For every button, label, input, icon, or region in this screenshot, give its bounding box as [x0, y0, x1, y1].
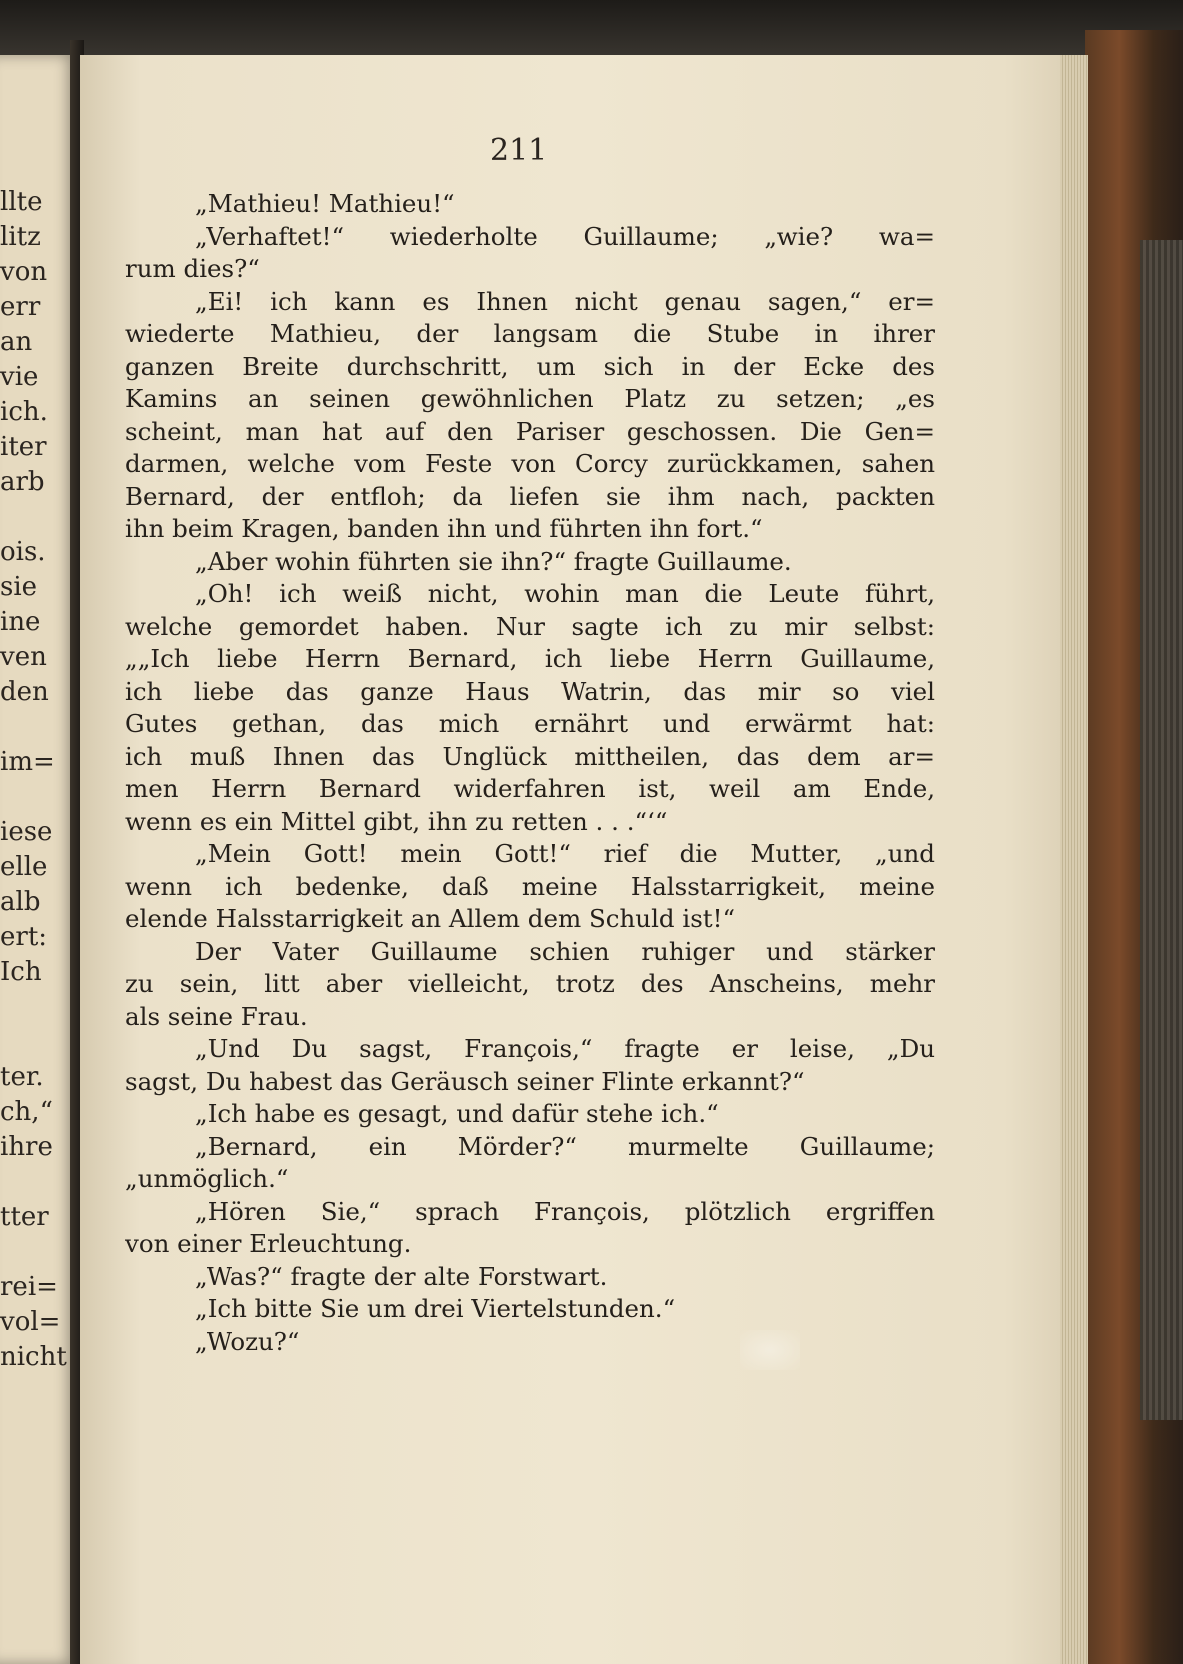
text-line: Kamins an seinen gewöhnlichen Platz zu setzen; „es: [125, 384, 935, 413]
left-page-line: ven: [0, 642, 47, 672]
text-line: wiederte Mathieu, der langsam die Stube in ihrer: [125, 319, 935, 348]
text-line: Bernard, der entfloh; da liefen sie ihm nach, packten: [125, 481, 935, 511]
page-number: 211: [490, 133, 548, 168]
text-line: „Oh! ich weiß nicht, wohin man die Leute führt,: [195, 579, 935, 608]
text-line: „Mathieu! Mathieu!“: [195, 189, 455, 218]
text-line: ganzen Breite durchschritt, um sich in der Ecke des: [125, 351, 935, 381]
left-page-line: vol=: [0, 1307, 61, 1337]
left-page-line: ihre: [0, 1132, 53, 1162]
text-line: wenn ich bedenke, daß meine Halsstarrigkeit, meine: [125, 871, 935, 901]
text-line: „Hören Sie,“ sprach François, plötzlich ergriffen: [195, 1196, 935, 1226]
left-page-line: litz: [0, 222, 41, 252]
text-line: ich liebe das ganze Haus Watrin, das mir so viel: [125, 676, 935, 706]
left-page-line: [0, 710, 70, 745]
text-line: wenn es ein Mittel gibt, ihn zu retten . . .“‘“: [125, 806, 668, 836]
text-line: elende Halsstarrigkeit an Allem dem Schuld ist!“: [125, 904, 735, 933]
left-page-line: Ich: [0, 957, 42, 987]
left-page-line: ois.: [0, 537, 46, 567]
text-line: „Verhaftet!“ wiederholte Guillaume; „wie? wa=: [195, 221, 935, 251]
left-page-line: ine: [0, 607, 41, 637]
left-page-line: [0, 1165, 70, 1200]
left-page-line: arb: [0, 467, 45, 497]
text-line: „Mein Gott! mein Gott!“ rief die Mutter, „und: [195, 839, 935, 868]
left-page-line: nicht: [0, 1342, 67, 1372]
left-page-line: iese: [0, 817, 53, 847]
left-page-line: alb: [0, 887, 41, 917]
text-line: ich muß Ihnen das Unglück mittheilen, das dem ar=: [125, 741, 935, 771]
text-line: rum dies?“: [125, 254, 260, 283]
left-page-line: ch,“: [0, 1097, 53, 1127]
left-page-line: [0, 990, 70, 1025]
page-body-text: [125, 188, 935, 1358]
page-edges: [1060, 55, 1088, 1664]
left-page-line: rei=: [0, 1272, 58, 1302]
left-page-line: tter: [0, 1202, 49, 1232]
text-line: „Ei! ich kann es Ihnen nicht genau sagen,“ er=: [195, 286, 935, 316]
text-line: „Wozu?“: [195, 1326, 300, 1356]
left-page-line: ter.: [0, 1062, 44, 1092]
left-page-line: ich.: [0, 397, 48, 427]
left-page-line: [0, 1235, 70, 1270]
text-line: „Bernard, ein Mörder?“ murmelte Guillaume;: [195, 1131, 935, 1161]
left-page-text: [0, 185, 70, 1375]
book-spine-band: [1140, 240, 1183, 1420]
text-line: „Ich habe es gesagt, und dafür stehe ich.“: [195, 1099, 719, 1128]
text-line: Der Vater Guillaume schien ruhiger und stärker: [195, 936, 935, 966]
left-page-line: im=: [0, 747, 55, 777]
text-line: „unmöglich.“: [125, 1164, 289, 1193]
text-line: sagst, Du habest das Geräusch seiner Flinte erkannt?“: [125, 1066, 805, 1096]
text-line: ihn beim Kragen, banden ihn und führten ihn fort.“: [125, 514, 763, 543]
left-page-line: sie: [0, 572, 38, 602]
book-cover-top: [0, 0, 1183, 60]
text-line: „„Ich liebe Herrn Bernard, ich liebe Herrn Guillaume,: [125, 644, 935, 673]
left-page-line: iter: [0, 432, 47, 462]
text-line: zu sein, litt aber vielleicht, trotz des Anscheins, mehr: [125, 969, 935, 998]
text-line: welche gemordet haben. Nur sagte ich zu mir selbst:: [125, 611, 935, 641]
text-line: „Und Du sagst, François,“ fragte er leise, „Du: [195, 1034, 935, 1063]
text-line: als seine Frau.: [125, 1001, 308, 1031]
text-line: von einer Erleuchtung.: [125, 1229, 412, 1258]
left-page-line: [0, 500, 70, 535]
text-line: „Was?“ fragte der alte Forstwart.: [195, 1261, 608, 1291]
left-page-line: [0, 1025, 70, 1060]
left-page-line: den: [0, 677, 49, 707]
text-line: darmen, welche vom Feste von Corcy zurückkamen, sahen: [125, 449, 935, 478]
left-page-line: elle: [0, 852, 48, 882]
text-line: Gutes gethan, das mich ernährt und erwärmt hat:: [125, 709, 935, 738]
left-page-line: vie: [0, 362, 39, 392]
text-line: „Ich bitte Sie um drei Viertelstunden.“: [195, 1294, 676, 1323]
left-page-line: llte: [0, 187, 43, 217]
left-page-line: von: [0, 257, 48, 287]
text-line: „Aber wohin führten sie ihn?“ fragte Guillaume.: [195, 546, 792, 576]
left-page-line: ert:: [0, 922, 48, 952]
left-page-line: [0, 780, 70, 815]
text-line: scheint, man hat auf den Pariser geschossen. Die Gen=: [125, 416, 935, 446]
text-line: men Herrn Bernard widerfahren ist, weil am Ende,: [125, 774, 935, 803]
left-page-line: err: [0, 292, 41, 322]
left-page-line: an: [0, 327, 33, 357]
